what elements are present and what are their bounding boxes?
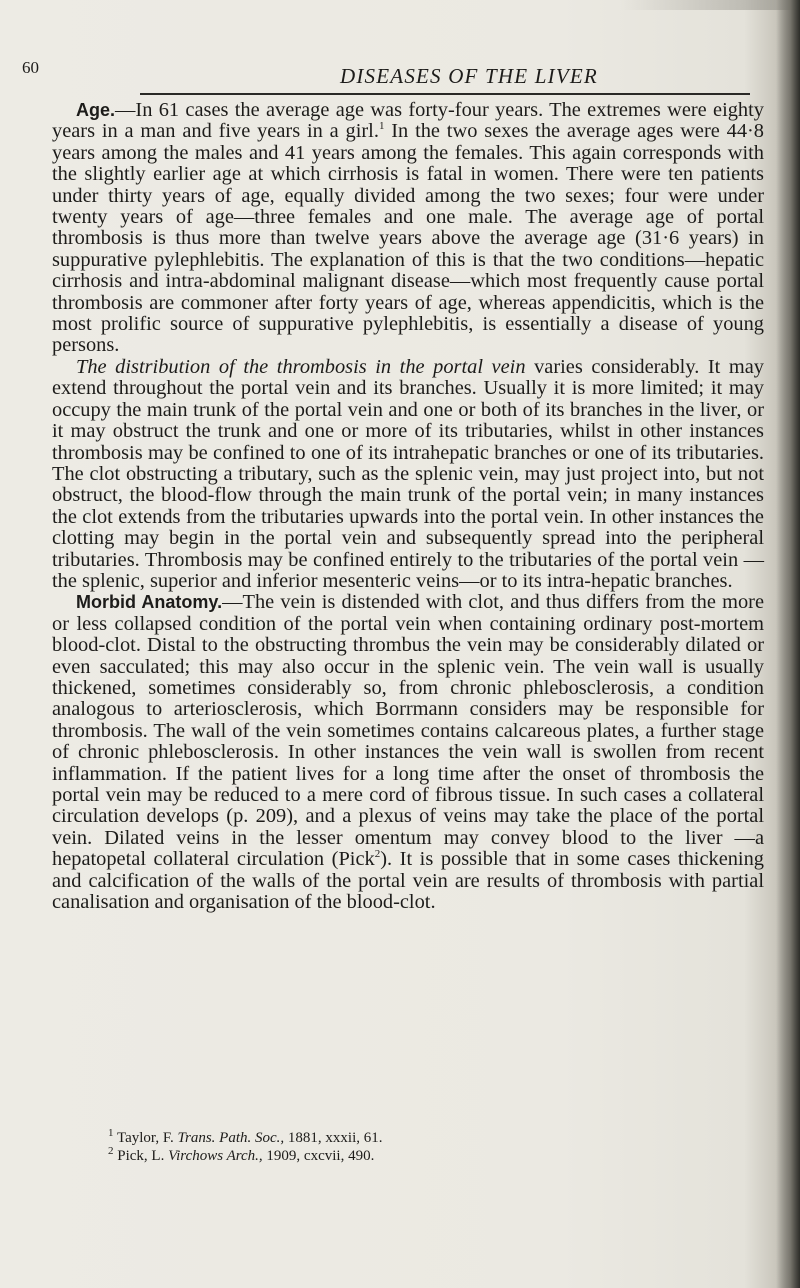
paragraph-morbid-anatomy — [52, 592, 764, 913]
paragraph-text: In the two sexes the average ages were 44·8 years among the males and 41 years among the females. This again corresponds with the slightly earlier age at which cirrhosis is fatal in women. There were ten patients under thirty years of age, equally divided among the two sexes; four were under twenty years of age—three females and one male. The average age of portal thrombosis is thus more than twelve years above the average age (31·6 years) in suppurative pylephlebitis. The explanation of this is that the two conditions—hepatic cirrhosis and intra-abdominal malignant disease—which most frequently cause portal thrombosis are commoner after forty years of age, whereas appendicitis, which is the most prolific source of suppurative pylephlebitis, is essentially a disease of young persons. — [52, 120, 765, 357]
paragraph-age — [52, 100, 764, 357]
footnote — [108, 1129, 748, 1147]
scan-shadow-top — [620, 0, 800, 10]
footnote — [108, 1147, 748, 1165]
footnote-number: 2 — [108, 1145, 114, 1157]
footnote-number: 1 — [108, 1127, 114, 1139]
footnote-journal: Trans. Path. Soc., — [177, 1130, 285, 1146]
italic-lead: The distribution of the thrombosis in the portal vein — [76, 355, 526, 378]
paragraph-text: ). It is possible that in some cases thickening and calcification of the walls of the portal vein are results of thrombosis with partial canalisation and organisation of the blood-clot. — [52, 848, 764, 914]
footnote-author: Pick, L. — [117, 1148, 165, 1164]
body-text — [52, 100, 764, 913]
footnote-ref: 1 — [378, 120, 385, 133]
running-title: DISEASES OF THE LIVER — [340, 64, 598, 88]
footnote-author: Taylor, F. — [116, 1130, 174, 1146]
section-heading-morbid-anatomy: Morbid Anatomy. — [76, 592, 223, 613]
footnote-ref: 2 — [374, 848, 381, 861]
section-heading-age: Age. — [76, 100, 116, 120]
footnote-details: 1909, cxcvii, 490. — [266, 1148, 375, 1164]
header-rule — [140, 93, 750, 95]
footnotes — [108, 1129, 748, 1165]
paragraph-text: —In 61 cases the average age was forty-four years. The extremes were eighty years in a man and five years in a girl. — [52, 99, 764, 143]
paragraph-text: —The vein is distended with clot, and thus differs from the more or less collapsed condition of the portal vein when containing ordinary post-mortem blood-clot. Distal to the obstructing thrombus the vein may be considerably dilated or even sacculated; this may also occur in the splenic vein. The vein wall is usually thickened, sometimes considerably so, from chronic phlebosclerosis, a condition analogous to arteriosclerosis, which Borrmann considers may be responsible for thrombosis. The wall of the vein sometimes contains calcareous plates, a further stage of chronic phlebosclerosis. In other instances the vein wall is swollen from recent inflammation. If the patient lives for a long time after the onset of thrombosis the portal vein may be reduced to a mere cord of fibrous tissue. In such cases a collateral circulation develops (p. 209), and a plexus of veins may take the place of the portal vein. Dilated veins in the lesser omentum may convey blood to the liver —a hepatopetal collateral circulation (Pick — [52, 591, 764, 871]
footnote-journal: Virchows Arch., — [168, 1148, 263, 1164]
page-edge-shadow — [776, 0, 800, 1288]
paragraph-distribution — [52, 357, 764, 592]
page-number: 60 — [22, 58, 39, 77]
paragraph-text: varies considerably. It may extend throughout the portal vein and its branches. Usually it is more limited; it may occupy the main trunk of the portal vein and one or both of its branches in the liver, or it may obstruct the trunk and one or more of its tributaries, whilst in other instances thrombosis may be confined to one of its intrahepatic branches or one of its tributaries. The clot obstructing a tributary, such as the splenic vein, may just project into, but not obstruct, the blood-flow through the main trunk of the portal vein; in many instances the clot extends from the tributaries upwards into the portal vein. In other instances the clotting may begin in the portal vein and subsequently spread into the peripheral tributaries. Thrombosis may be confined entirely to the tributaries of the portal vein —the splenic, superior and inferior mesenteric veins—or to its intra-hepatic branches. — [52, 355, 764, 592]
footnote-details: 1881, xxxii, 61. — [287, 1130, 383, 1146]
